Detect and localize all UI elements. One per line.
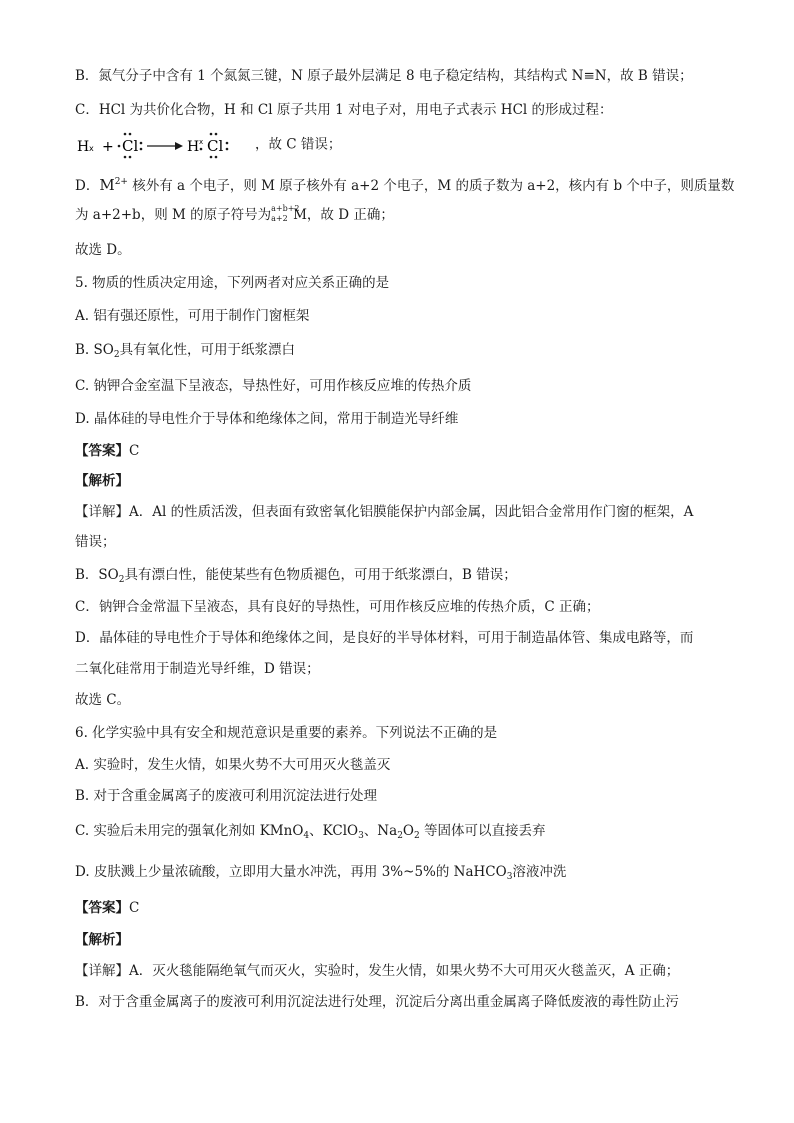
question-5-option-a: A. 铝有强还原性，可用于制作门窗框架: [75, 308, 310, 324]
detail-5-line-3: B．$SO_2$具有漂白性，能使某些有色物质褪色，可用于纸浆漂白，B 错误；: [75, 567, 517, 585]
lewis-structure-diagram: [75, 130, 255, 160]
isotope-notation: a+b+2 a+2: [271, 203, 300, 223]
text-line-c-hcl: C．HCl 为共价化合物，H 和 Cl 原子共用 1 对电子对，用电子式表示 HCl 的形成过程：: [75, 102, 613, 118]
analysis-6-heading: 【解析】: [75, 932, 129, 948]
detail-5-line-2: 错误；: [75, 534, 116, 550]
lewis-h-right: H: [187, 139, 200, 155]
detail-6-line-1: 【详解】A．灭火毯能隔绝氧气而灭火，实验时，发生火情，如果火势不大可用灭火毯盖灭，A 正确；: [75, 963, 680, 979]
question-5-option-b: B. $SO_2$具有氧化性，可用于纸浆漂白: [75, 342, 296, 360]
answer-6: 【答案】C: [75, 900, 140, 916]
lewis-formation-line: [75, 130, 341, 164]
question-5-option-d: D. 晶体硅的导电性介于导体和绝缘体之间，常用于制造光导纤维: [75, 411, 459, 427]
text-line-d-symbol: 为 a+2+b，则 M 的原子符号为 a+b+2 a+2 M，故 D 正确；: [75, 205, 394, 226]
lewis-h-left: H: [77, 139, 90, 155]
question-6-option-a: A. 实验时，发生火情，如果火势不大可用灭火毯盖灭: [75, 757, 391, 773]
lewis-cl-right: Cl: [207, 137, 224, 155]
analysis-5-heading: 【解析】: [75, 473, 129, 489]
detail-5-line-5: D．晶体硅的导电性介于导体和绝缘体之间，是良好的半导体材料，可用于制造晶体管、集成电路等，而: [75, 630, 694, 646]
svg-text:+: +: [102, 139, 114, 155]
text-c-conclusion: ，故 C 错误；: [255, 136, 342, 153]
svg-text:x: x: [89, 144, 94, 153]
answer-5: 【答案】C: [75, 443, 140, 459]
detail-5-line-1: 【详解】A．Al 的性质活泼，但表面有致密氧化铝膜能保护内部金属，因此铝合金常用作门窗的框架，A: [75, 504, 694, 520]
question-5-stem: 5. 物质的性质决定用途，下列两者对应关系正确的是: [75, 275, 390, 291]
detail-5-line-4: C．钠钾合金常温下呈液态，具有良好的导热性，可用作核反应堆的传热介质，C 正确；: [75, 599, 600, 615]
detail-5-line-7: 故选 C。: [75, 692, 131, 708]
question-6-option-c: C. 实验后未用完的强氧化剂如 KMnO$_4$、KClO$_3$、$Na_2O_2$ 等固体可以直接丢弃: [75, 823, 546, 841]
question-5-option-c: C. 钠钾合金室温下呈液态，导热性好，可用作核反应堆的传热介质: [75, 378, 472, 394]
text-line-d-ion: D．$M^{2+}$ 核外有 a 个电子，则 M 原子核外有 a+2 个电子，M 的质子数为 a+2，核内有 b 个中子，则质量数: [75, 176, 735, 194]
question-6-stem: 6. 化学实验中具有安全和规范意识是重要的素养。下列说法不正确的是: [75, 725, 498, 741]
lewis-cl-left: Cl: [122, 137, 139, 155]
text-line-b-nitrogen: B．氮气分子中含有 1 个氮氮三键，N 原子最外层满足 8 电子稳定结构，其结构式 N≡N，故 B 错误；: [75, 68, 693, 84]
detail-5-line-6: 二氧化硅常用于制造光导纤维，D 错误；: [75, 661, 320, 677]
text-line-choose-d: 故选 D。: [75, 242, 131, 258]
detail-6-line-2: B．对于含重金属离子的废液可利用沉淀法进行处理，沉淀后分离出重金属离子降低废液的毒性防止污: [75, 994, 679, 1010]
svg-text:x: x: [199, 138, 204, 146]
question-6-option-b: B. 对于含重金属离子的废液可利用沉淀法进行处理: [75, 788, 378, 804]
question-6-option-d: D. 皮肤溅上少量浓硫酸，立即用大量水冲洗，再用 3%~5%的 NaHCO$_3$溶液冲洗: [75, 864, 567, 882]
